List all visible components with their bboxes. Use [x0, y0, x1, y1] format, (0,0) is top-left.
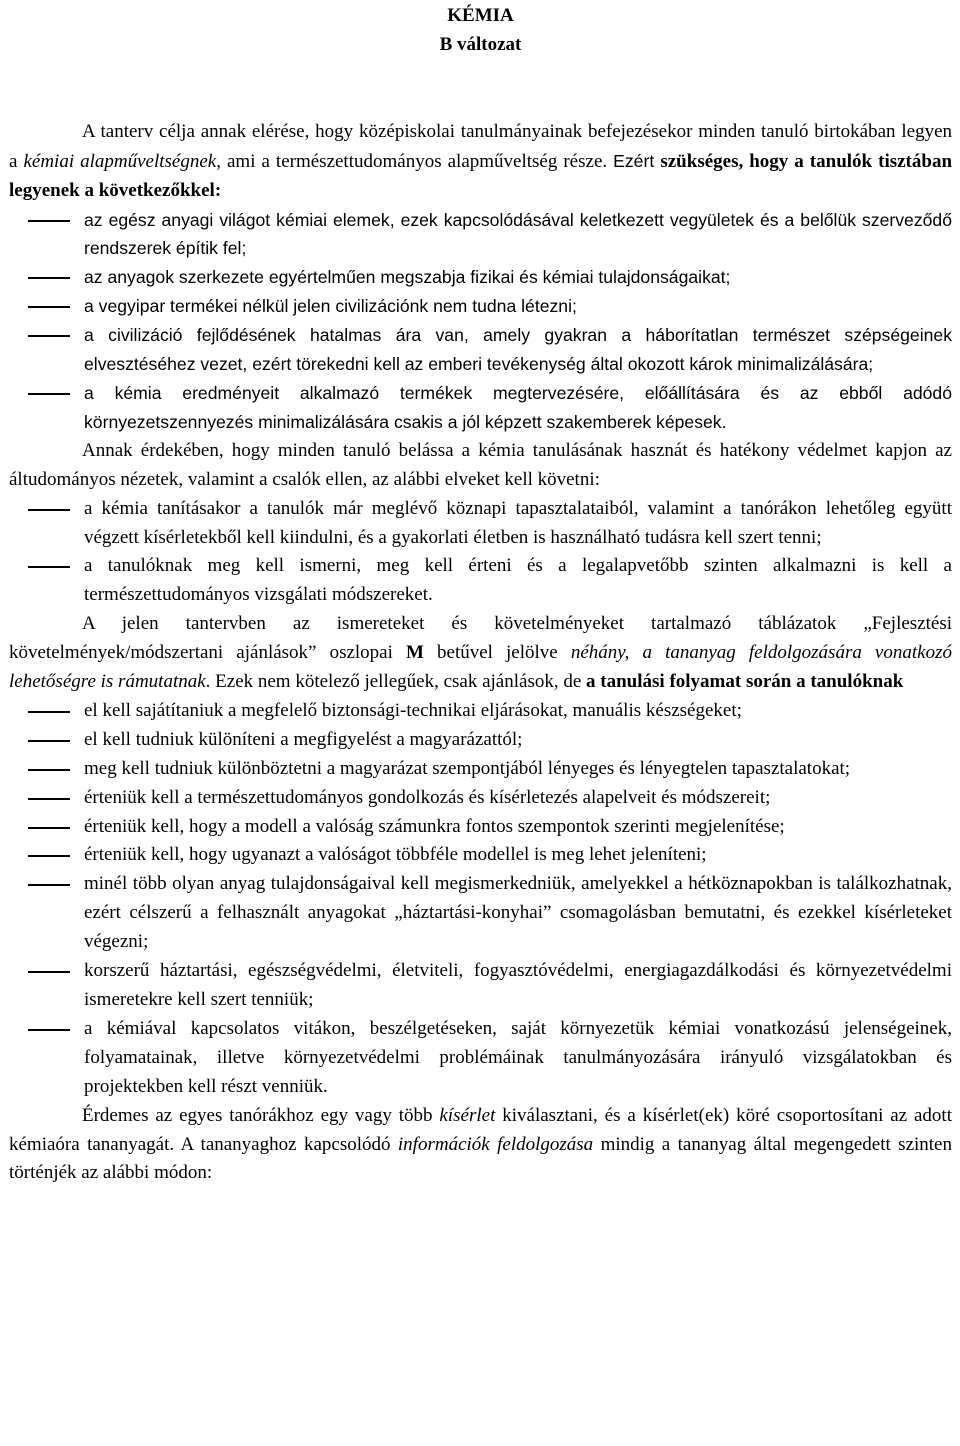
list-item: korszerű háztartási, egészségvédelmi, életviteli, fogyasztóvédelmi, energiagazdálkodási és környezetvédelmi ismeretekre kell szert tenniük; [9, 957, 952, 1015]
list-item: az egész anyagi világot kémiai elemek, ezek kapcsolódásával keletkezett vegyületek és a belőlük szerveződő rendszerek építik fel; [9, 206, 952, 264]
paragraph-experiments: Érdemes az egyes tanórákhoz egy vagy több kísérlet kiválasztani, és a kísérlet(ek) köré csoportosítani az adott kémiaóra tananyagát. A tananyaghoz kapcsolódó információk feldolgozása mindig a tananyag által megengedett szinten történjék az alábbi módon: [9, 1104, 952, 1184]
list-item: a civilizáció fejlődésének hatalmas ára van, amely gyakran a háborítatlan természet szépségeinek elvesztéséhez vezet, ezért törekedni kell az emberi tevékenység által okozott károk minimalizálására; [9, 321, 952, 379]
list-item: el kell tudniuk különíteni a megfigyelést a magyarázattól; [9, 726, 952, 755]
paragraph-recommendations: A jelen tantervben az ismereteket és követelményeket tartalmazó táblázatok „Fejlesztési követelmények/módszertani ajánlások” oszlopai M betűvel jelölve néhány, a tananyag feldolgozására vonatkozó lehetőségre is rámutatnak. Ezek nem kötelező jellegűek, csak ajánlások, de a tanulási folyamat során a tanulóknak [9, 613, 952, 693]
list-item: érteniük kell, hogy ugyanazt a valóságot többféle modellel is meg lehet jeleníteni; [9, 841, 952, 870]
document-title: KÉMIA [447, 5, 514, 26]
list-item: el kell sajátítaniuk a megfelelő biztonsági-technikai eljárásokat, manuális készségeket; [9, 697, 952, 726]
list-item: meg kell tudniuk különböztetni a magyarázat szempontjából lényeges és lényegtelen tapasztalatokat; [9, 755, 952, 784]
list-item: az anyagok szerkezete egyértelműen megszabja fizikai és kémiai tulajdonságaikat; [9, 263, 952, 292]
list-item: a kémiával kapcsolatos vitákon, beszélgetéseken, saját környezetük kémiai vonatkozású jelenségeinek, folyamatainak, illetve környezetvédelmi problémáinak tanulmányozására irányuló vizsgálatokban és projektekben kell részt venniük. [9, 1015, 952, 1102]
list-item: a kémia eredményeit alkalmazó termékek megtervezésére, előállítására és az ebből adódó környezetszennyezés minimalizálására csakis a jól képzett szakemberek képesek. [9, 379, 952, 437]
list-item: a kémia tanításakor a tanulók már meglévő köznapi tapasztalataiból, valamint a tanórákon lehetőleg együtt végzett kísérletekből kell kiindulni, és a gyakorlati életben is használható tudásra kell szert tenni; [9, 495, 952, 553]
list-item: minél több olyan anyag tulajdonságaival kell megismerkedniük, amelyekkel a hétköznapokban is találkozhatnak, ezért célszerű a felhasznált anyagokat „háztartási-konyhai” csomagolásban bemutatni, és ezekkel kísérleteket végezni; [9, 870, 952, 957]
list-item: a tanulóknak meg kell ismerni, meg kell érteni és a legalapvetőbb szinten alkalmazni is kell a természettudományos vizsgálati módszereket. [9, 552, 952, 610]
document-subtitle: B változat [439, 33, 522, 55]
list-item: érteniük kell, hogy a modell a valóság számunkra fontos szempontok szerinti megjelenítése; [9, 813, 952, 842]
list-principles [9, 495, 952, 611]
list-item: érteniük kell a természettudományos gondolkozás és kísérletezés alapelveit és módszereit; [9, 784, 952, 813]
paragraph-goal: A tanterv célja annak elérése, hogy középiskolai tanulmányainak befejezésekor minden tanuló birtokában legyen a kémiai alapműveltségnek, ami a természettudományos alapműveltség része. Ezért szükséges, hogy a tanulók tisztában legyenek a következőkkel: [9, 120, 953, 201]
list-knowledge [9, 206, 952, 437]
list-item: a vegyipar termékei nélkül jelen civilizációnk nem tudna létezni; [9, 292, 952, 321]
list-learning-process [9, 697, 952, 1102]
paragraph-principles: Annak érdekében, hogy minden tanuló belássa a kémia tanulásának hasznát és hatékony védelmet kapjon az áltudományos nézetek, valamint a csalók ellen, az alábbi elveket kell követni: [9, 439, 952, 490]
